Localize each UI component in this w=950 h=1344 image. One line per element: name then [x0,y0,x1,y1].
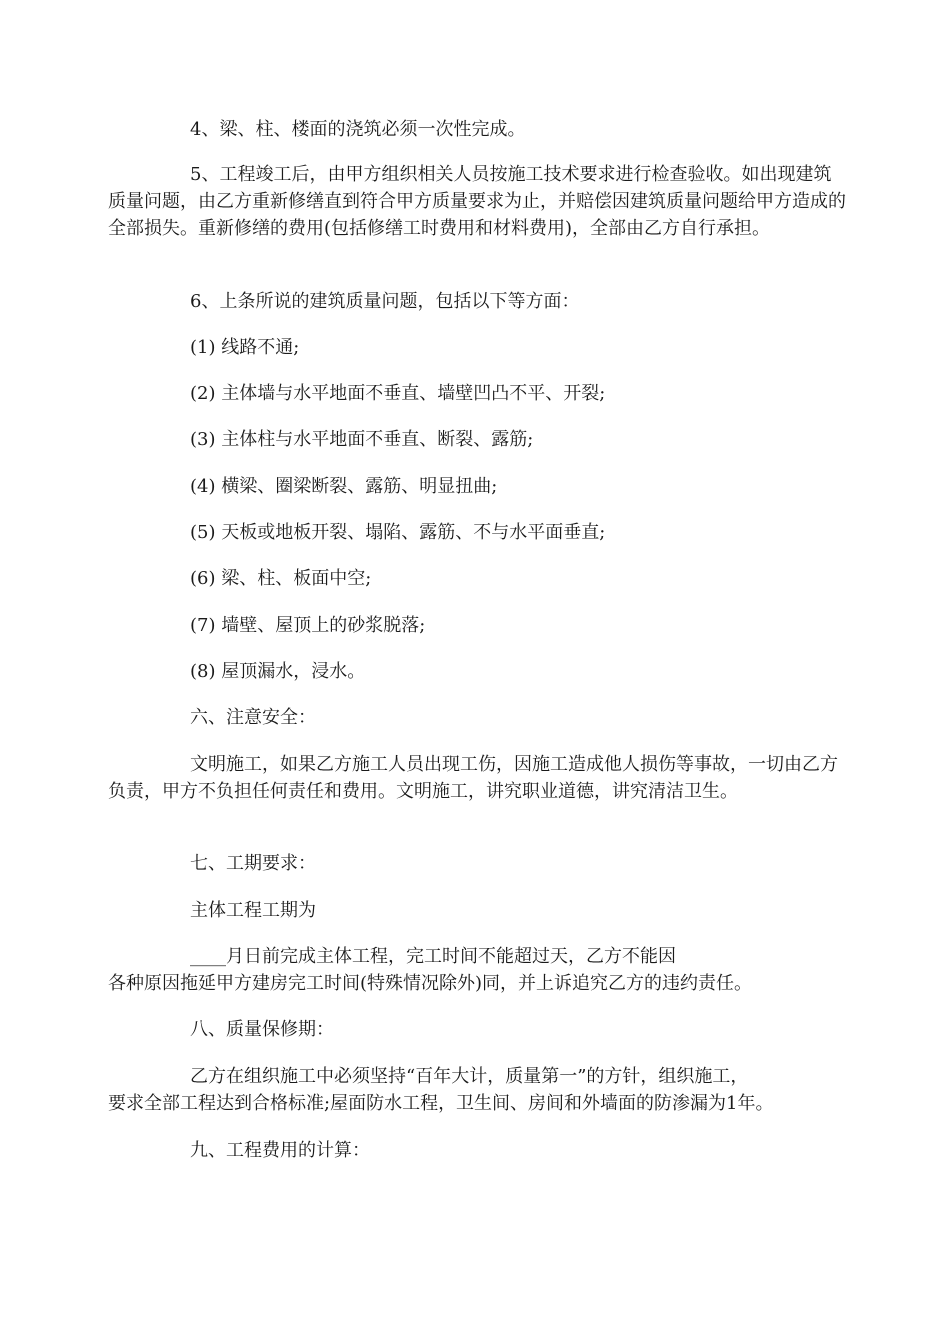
section-8-body-line-2: 要求全部工程达到合格标准;屋面防水工程，卫生间、房间和外墙面的防渗漏为1年。 [108,1093,774,1114]
section-8-heading: 八、质量保修期： [190,1019,334,1040]
quality-item-4: (4) 横梁、圈梁断裂、露筋、明显扭曲; [190,476,498,497]
clause-6-quality-issues: 6、上条所说的建筑质量问题，包括以下等方面： [190,291,580,312]
quality-item-7: (7) 墙壁、屋顶上的砂浆脱落; [190,615,426,636]
clause-4-pour: 4、梁、柱、楼面的浇筑必须一次性完成。 [190,119,526,140]
quality-item-5: (5) 天板或地板开裂、塌陷、露筋、不与水平面垂直; [190,522,606,543]
clause-5-acceptance: 5、工程竣工后，由甲方组织相关人员按施工技术要求进行检查验收。如出现建筑质量问题，由乙方重新修缮直到符合甲方质量要求为止，并赔偿因建筑质量问题给甲方造成的全部损失。重新修缮的费用(包括修缮工时费用和材料费用)，全部由乙方自行承担。 [108,164,846,239]
section-6-body: 文明施工，如果乙方施工人员出现工伤，因施工造成他人损伤等事故，一切由乙方负责，甲方不负担任何责任和费用。文明施工，讲究职业道德，讲究清洁卫生。 [108,754,838,802]
quality-item-8: (8) 屋顶漏水，浸水。 [190,661,366,682]
section-7-body-line-2: 各种原因拖延甲方建房完工时间(特殊情况除外)同，并上诉追究乙方的违约责任。 [108,973,753,994]
section-8-body-line-1: 乙方在组织施工中必须坚持“百年大计，质量第一”的方针，组织施工， [190,1066,749,1087]
section-6-heading: 六、注意安全： [190,707,316,728]
section-9-heading: 九、工程费用的计算： [190,1140,370,1161]
quality-item-1: (1) 线路不通; [190,337,300,358]
quality-item-2: (2) 主体墙与水平地面不垂直、墙壁凹凸不平、开裂; [190,383,606,404]
quality-item-6: (6) 梁、柱、板面中空; [190,568,372,589]
section-7-heading: 七、工期要求： [190,853,316,874]
section-7-body-line-1: ____月日前完成主体工程，完工时间不能超过天，乙方不能因 [190,946,676,967]
section-7-body-start: 主体工程工期为 [190,900,316,921]
quality-item-3: (3) 主体柱与水平地面不垂直、断裂、露筋; [190,429,534,450]
